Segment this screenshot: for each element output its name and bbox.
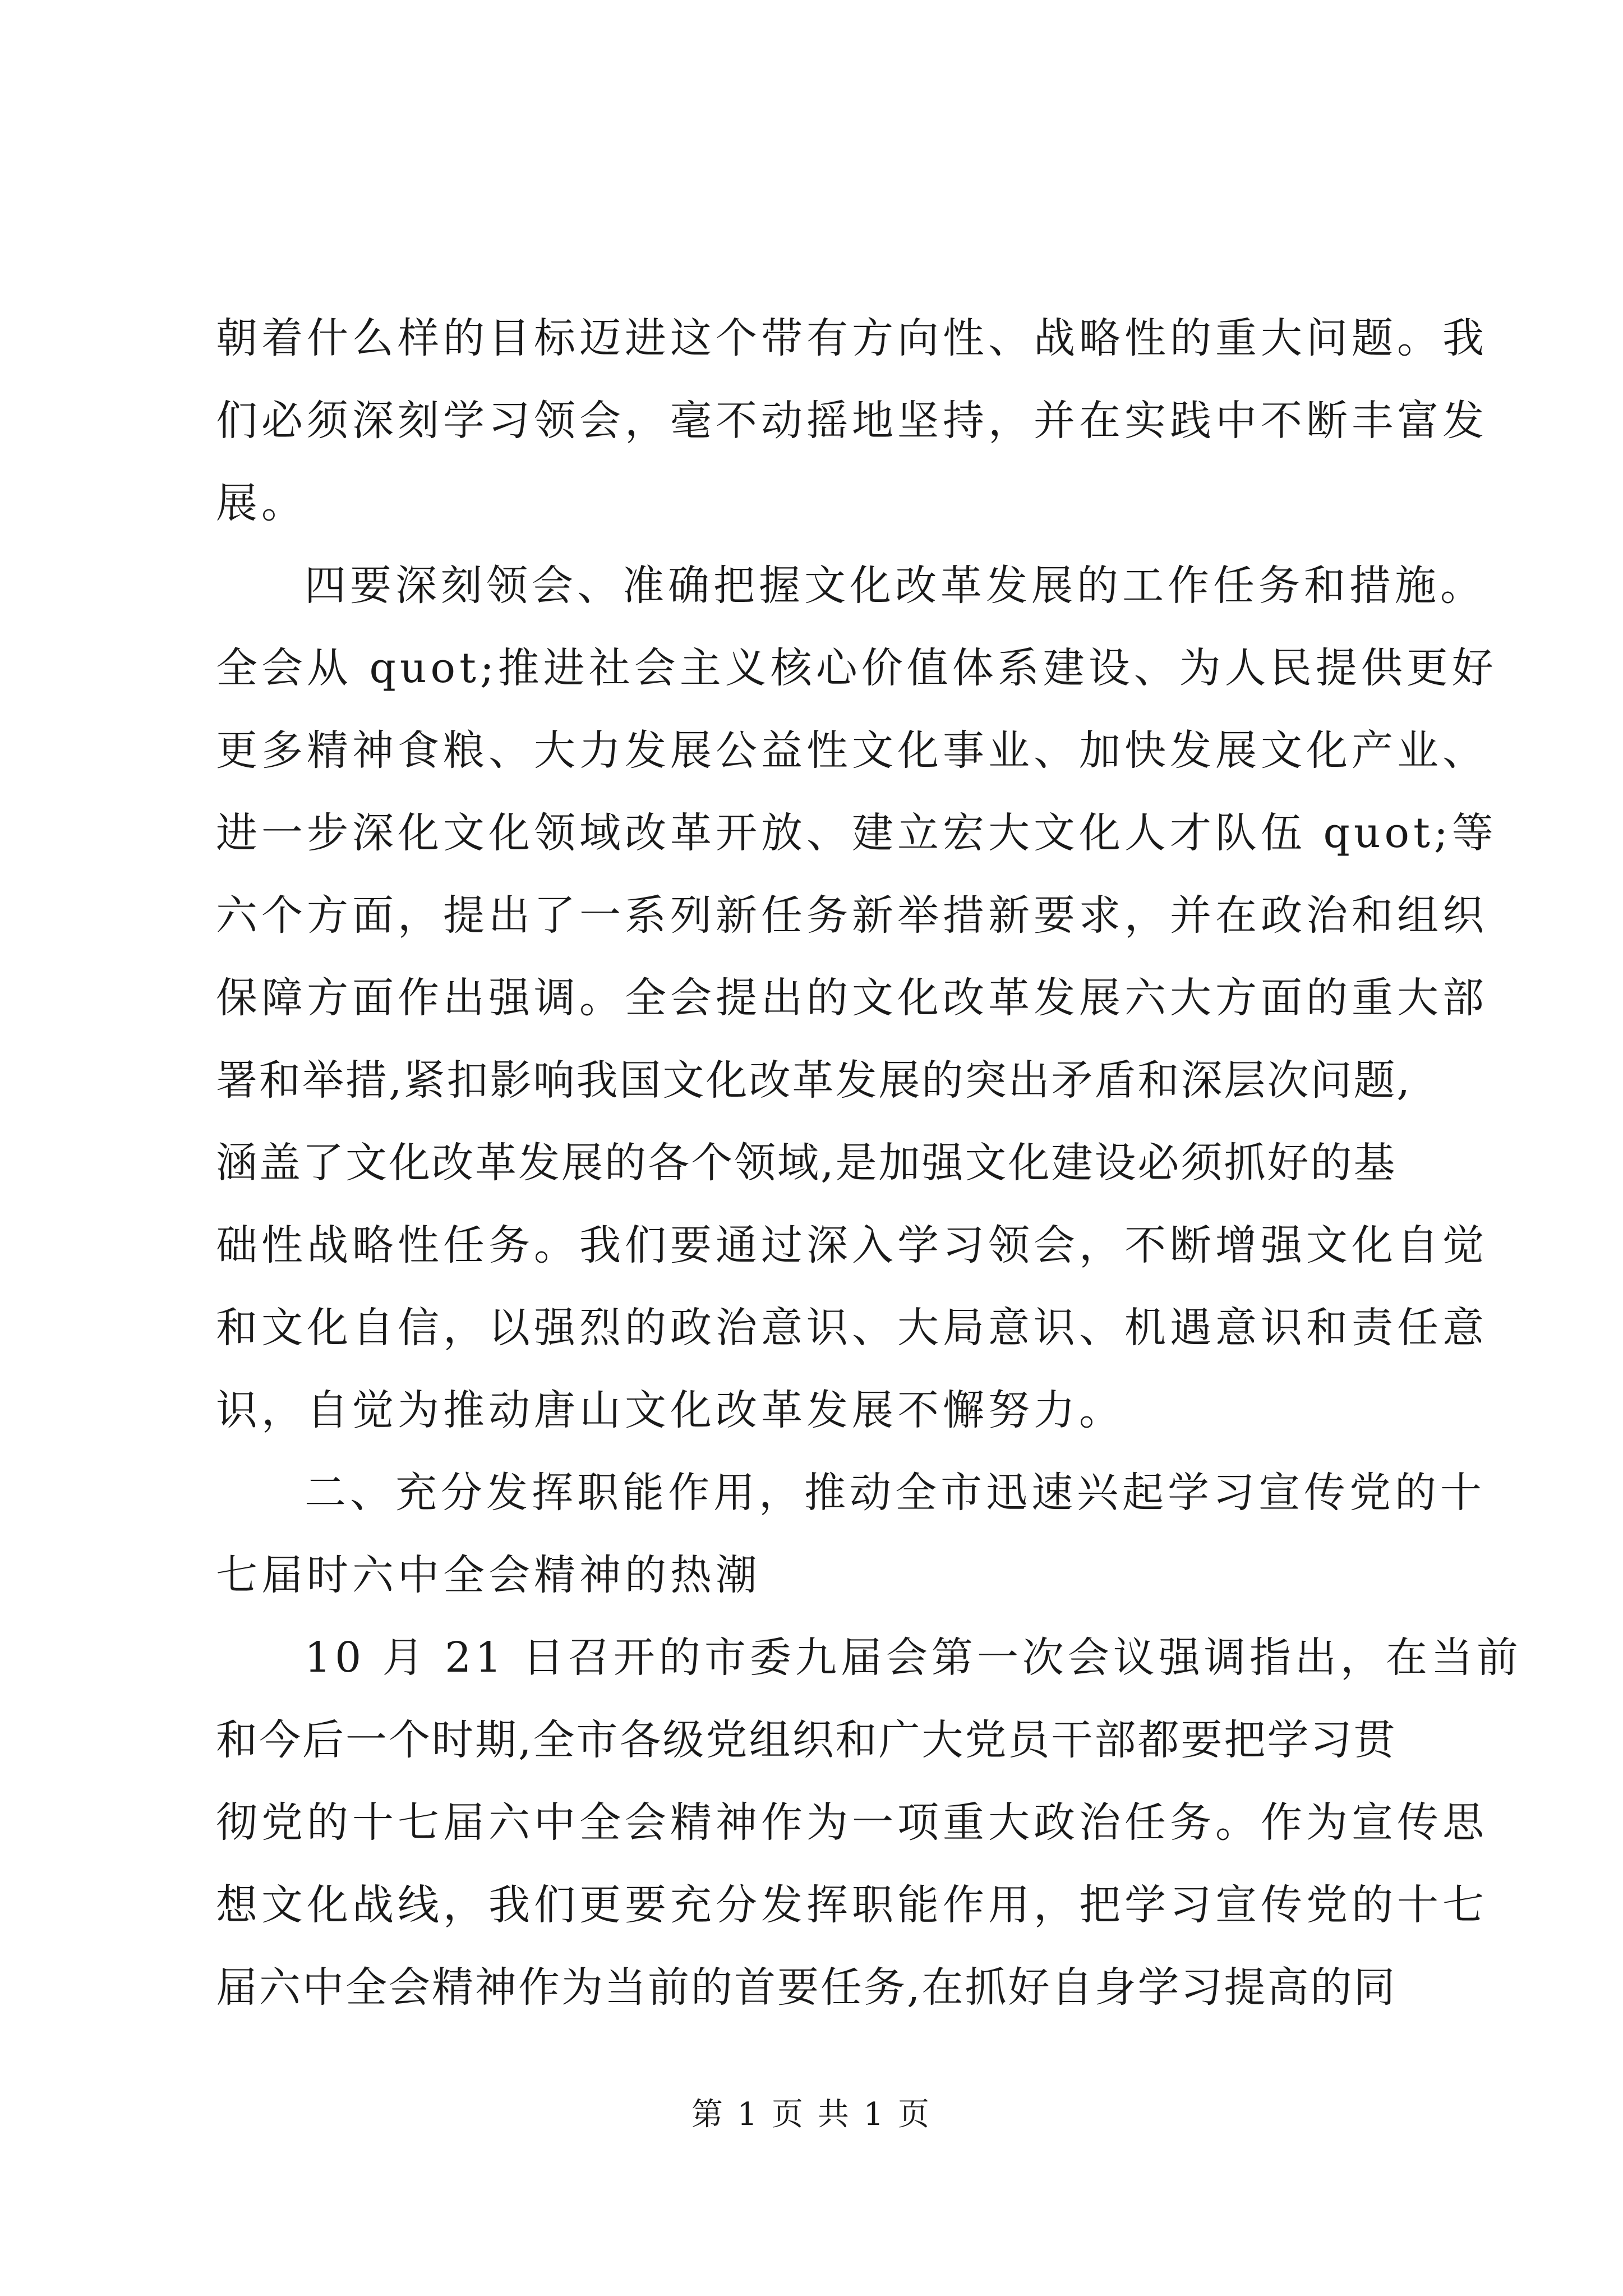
text-line: 署和举措,紧扣影响我国文化改革发展的突出矛盾和深层次问题, [216, 1056, 1412, 1105]
section-heading-line: 二、充分发挥职能作用，推动全市迅速兴起学习宣传党的十 [305, 1469, 1486, 1517]
text-line: 更多精神食粮、大力发展公益性文化事业、加快发展文化产业、 [216, 726, 1488, 775]
text-line: 朝着什么样的目标迈进这个带有方向性、战略性的重大问题。我 [216, 314, 1488, 362]
text-line: 和文化自信，以强烈的政治意识、大局意识、机遇意识和责任意 [216, 1304, 1488, 1352]
text-line: 想文化战线，我们更要充分发挥职能作用，把学习宣传党的十七 [216, 1881, 1488, 1929]
text-line: 进一步深化文化领域改革开放、建立宏大文化人才队伍 quot;等 [216, 809, 1497, 857]
text-line: 10 月 21 日召开的市委九届会第一次会议强调指出，在当前 [305, 1634, 1522, 1682]
text-line: 六个方面，提出了一系列新任务新举措新要求，并在政治和组织 [216, 891, 1488, 940]
document-body [216, 297, 1522, 2029]
text-line: 展。 [216, 479, 307, 527]
text-line: 和今后一个时期,全市各级党组织和广大党员干部都要把学习贯 [216, 1716, 1397, 1764]
text-line: 们必须深刻学习领会，毫不动摇地坚持，并在实践中不断丰富发 [216, 397, 1488, 445]
text-line: 础性战略性任务。我们要通过深入学习领会，不断增强文化自觉 [216, 1221, 1488, 1269]
text-line: 全会从 quot;推进社会主义核心价值体系建设、为人民提供更好 [216, 644, 1497, 692]
text-line: 保障方面作出强调。全会提出的文化改革发展六大方面的重大部 [216, 974, 1488, 1022]
text-line: 识，自觉为推动唐山文化改革发展不懈努力。 [216, 1386, 1124, 1434]
text-line: 四要深刻领会、准确把握文化改革发展的工作任务和措施。 [305, 562, 1486, 610]
page-number-footer: 第 1 页 共 1 页 [691, 2096, 932, 2133]
section-heading-line: 七届时六中全会精神的热潮 [216, 1551, 761, 1599]
text-line: 彻党的十七届六中全会精神作为一项重大政治任务。作为宣传思 [216, 1798, 1488, 1847]
text-line: 届六中全会精神作为当前的首要任务,在抓好自身学习提高的同 [216, 1963, 1397, 2012]
text-line: 涵盖了文化改革发展的各个领域,是加强文化建设必须抓好的基 [216, 1139, 1397, 1187]
